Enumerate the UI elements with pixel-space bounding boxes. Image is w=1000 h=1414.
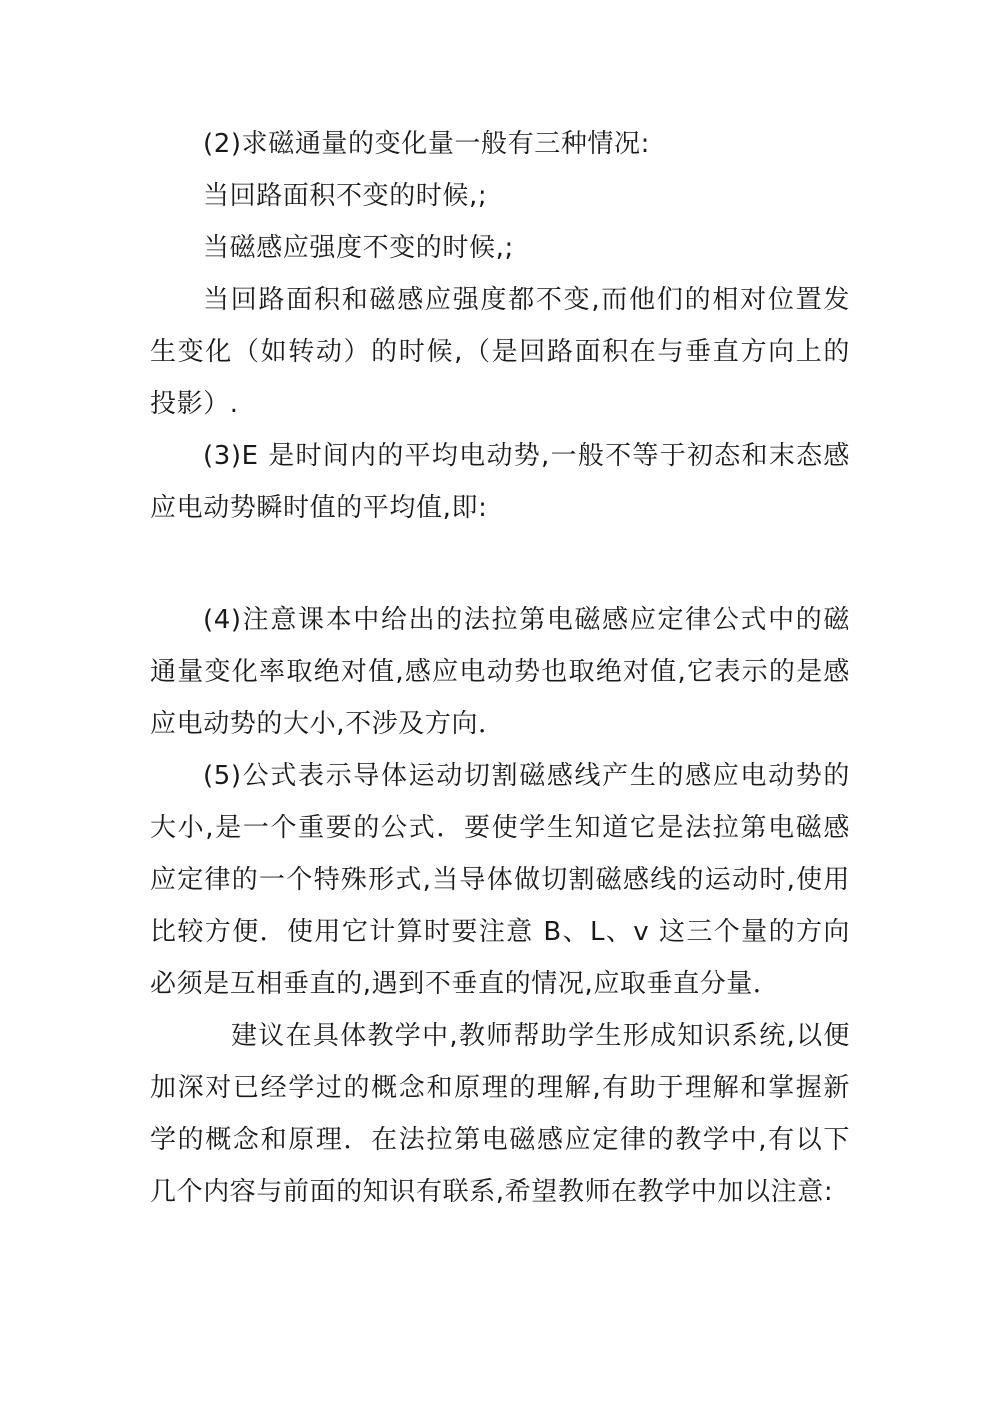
formula-placeholder-gap [150,534,850,594]
paragraph-item-3: (3)E 是时间内的平均电动势,一般不等于初态和末态感应电动势瞬时值的平均值,即: [150,441,850,523]
paragraph-case-1: 当回路面积不变的时候,; [203,181,488,211]
paragraph-item-4: (4)注意课本中给出的法拉第电磁感应定律公式中的磁通量变化率取绝对值,感应电动势也取绝对值,它表示的是感应电动势的大小,不涉及方向． [150,605,850,739]
paragraph-case-3: 当回路面积和磁感应强度都不变,而他们的相对位置发生变化（如转动）的时候,（是回路面积在与垂直方向上的投影）. [150,285,850,419]
document-text-column [150,118,850,1218]
paragraph-item-2: (2)求磁通量的变化量一般有三种情况: [203,129,650,159]
paragraph-suggestion: 建议在具体教学中,教师帮助学生形成知识系统,以便加深对已经学过的概念和原理的理解,有助于理解和掌握新学的概念和原理．在法拉第电磁感应定律的教学中,有以下几个内容与前面的知识有联系,希望教师在教学中加以注意: [150,1021,850,1207]
paragraph-item-5: (5)公式表示导体运动切割磁感线产生的感应电动势的大小,是一个重要的公式．要使学生知道它是法拉第电磁感应定律的一个特殊形式,当导体做切割磁感线的运动时,使用比较方便．使用它计算时要注意 B、L、v 这三个量的方向必须是互相垂直的,遇到不垂直的情况,应取垂直分量． [150,761,850,999]
paragraph-case-2: 当磁感应强度不变的时候,; [203,233,514,263]
